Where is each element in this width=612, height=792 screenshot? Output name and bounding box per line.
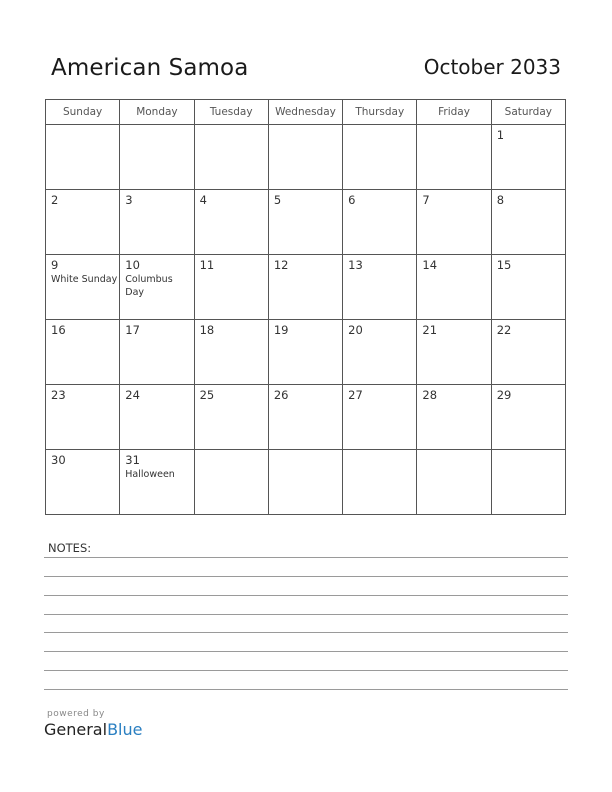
week-row xyxy=(46,385,566,450)
day-cell-content xyxy=(417,385,490,402)
day-cell-content xyxy=(492,385,565,402)
day-number: 4 xyxy=(199,193,207,207)
day-cell-content xyxy=(120,385,193,402)
day-cell xyxy=(120,190,194,255)
notes-label: NOTES: xyxy=(48,541,92,555)
day-cell-content xyxy=(195,450,268,453)
day-number: 26 xyxy=(273,388,289,402)
day-cell-content xyxy=(46,385,119,402)
day-cell-content xyxy=(417,320,490,337)
note-line xyxy=(44,557,568,558)
day-cell xyxy=(194,125,268,190)
day-cell xyxy=(343,385,417,450)
day-cell xyxy=(194,450,268,515)
day-cell xyxy=(46,450,120,515)
day-number: 7 xyxy=(422,193,430,207)
day-number: 12 xyxy=(273,258,289,272)
week-row xyxy=(46,450,566,515)
day-number: 31 xyxy=(125,453,140,467)
day-number: 13 xyxy=(348,258,363,272)
note-line xyxy=(44,614,568,615)
day-cell xyxy=(417,125,491,190)
day-cell-content xyxy=(269,190,342,207)
calendar-month: October 2033 xyxy=(423,55,561,79)
day-cell xyxy=(491,190,565,255)
day-cell xyxy=(491,450,565,515)
day-cell-content xyxy=(195,255,268,272)
calendar-title: American Samoa xyxy=(51,55,249,81)
day-cell-content xyxy=(120,190,193,207)
day-number: 3 xyxy=(125,193,133,207)
day-cell-content xyxy=(195,385,268,402)
day-cell xyxy=(491,320,565,385)
day-cell xyxy=(120,320,194,385)
day-cell xyxy=(120,125,194,190)
day-cell xyxy=(417,190,491,255)
day-cell-content xyxy=(343,125,416,128)
day-cell xyxy=(46,320,120,385)
day-cell-content xyxy=(195,125,268,128)
weekday-friday: Friday xyxy=(417,100,491,125)
day-cell xyxy=(343,255,417,320)
day-cell-content xyxy=(269,255,342,272)
weekday-header-row xyxy=(46,100,566,125)
weekday-tuesday: Tuesday xyxy=(194,100,268,125)
day-cell-content xyxy=(492,125,565,142)
day-number: 9 xyxy=(51,258,59,272)
holiday-label: Halloween xyxy=(125,469,175,480)
day-cell xyxy=(417,320,491,385)
day-cell-content xyxy=(46,190,119,207)
day-number: 15 xyxy=(496,258,512,272)
note-line xyxy=(44,595,568,596)
day-cell xyxy=(46,255,120,320)
day-cell xyxy=(46,125,120,190)
brand-blue: Blue xyxy=(107,720,143,739)
calendar-grid xyxy=(45,99,566,515)
day-number: 17 xyxy=(125,323,140,337)
weekday-wednesday: Wednesday xyxy=(268,100,342,125)
week-row xyxy=(46,190,566,255)
week-row xyxy=(46,125,566,190)
day-cell xyxy=(194,190,268,255)
day-cell xyxy=(268,385,342,450)
day-cell xyxy=(46,190,120,255)
weekday-saturday: Saturday xyxy=(491,100,565,125)
day-cell-content xyxy=(492,255,565,272)
powered-by-text: powered by xyxy=(47,709,105,719)
day-cell xyxy=(343,190,417,255)
day-number: 18 xyxy=(199,323,215,337)
note-line xyxy=(44,689,568,690)
day-cell xyxy=(417,450,491,515)
day-cell xyxy=(417,255,491,320)
brand-logo[interactable] xyxy=(44,720,142,739)
day-number: 28 xyxy=(422,388,438,402)
day-number: 22 xyxy=(496,323,512,337)
day-cell xyxy=(46,385,120,450)
day-cell-content xyxy=(417,255,490,272)
day-cell-content xyxy=(120,255,193,299)
day-cell-content xyxy=(417,125,490,128)
day-number: 27 xyxy=(348,388,363,402)
day-number: 21 xyxy=(422,323,438,337)
day-number: 1 xyxy=(496,128,505,142)
day-cell-content xyxy=(343,320,416,337)
day-cell-content xyxy=(46,450,119,467)
day-cell xyxy=(120,385,194,450)
day-cell xyxy=(268,320,342,385)
day-cell-content xyxy=(343,255,416,272)
note-line xyxy=(44,651,568,652)
day-cell xyxy=(491,125,565,190)
day-number: 25 xyxy=(199,388,215,402)
day-cell-content xyxy=(269,385,342,402)
day-number: 19 xyxy=(273,323,289,337)
day-cell xyxy=(491,385,565,450)
day-cell-content xyxy=(46,320,119,337)
day-cell-content xyxy=(46,125,119,128)
day-cell-content xyxy=(343,385,416,402)
holiday-label: White Sunday xyxy=(51,274,118,285)
day-cell xyxy=(268,125,342,190)
day-cell xyxy=(194,320,268,385)
day-cell-content xyxy=(417,450,490,453)
day-number: 16 xyxy=(51,323,66,337)
day-cell-content xyxy=(120,125,193,128)
day-cell-content xyxy=(269,450,342,453)
day-number: 10 xyxy=(125,258,140,272)
day-number: 8 xyxy=(496,193,505,207)
note-line xyxy=(44,576,568,577)
week-row xyxy=(46,320,566,385)
day-number: 14 xyxy=(422,258,438,272)
day-cell-content xyxy=(492,320,565,337)
day-cell-content xyxy=(417,190,490,207)
weekday-sunday: Sunday xyxy=(46,100,120,125)
day-cell xyxy=(268,255,342,320)
day-cell-content xyxy=(269,320,342,337)
day-number: 6 xyxy=(348,193,356,207)
day-cell-content xyxy=(269,125,342,128)
brand-general: General xyxy=(44,720,108,739)
day-cell xyxy=(268,450,342,515)
week-row xyxy=(46,255,566,320)
day-cell xyxy=(343,125,417,190)
day-cell xyxy=(194,255,268,320)
note-line xyxy=(44,632,568,633)
weekday-monday: Monday xyxy=(120,100,194,125)
day-number: 29 xyxy=(496,388,512,402)
weekday-thursday: Thursday xyxy=(343,100,417,125)
day-cell xyxy=(491,255,565,320)
day-cell xyxy=(194,385,268,450)
day-cell xyxy=(120,255,194,320)
holiday-label: Columbus Day xyxy=(125,274,173,298)
day-number: 23 xyxy=(51,388,66,402)
day-cell xyxy=(343,320,417,385)
day-number: 20 xyxy=(348,323,363,337)
day-cell-content xyxy=(46,255,119,286)
day-cell-content xyxy=(120,320,193,337)
day-cell-content xyxy=(343,450,416,453)
note-line xyxy=(44,670,568,671)
day-cell xyxy=(417,385,491,450)
day-cell xyxy=(120,450,194,515)
day-cell-content xyxy=(195,320,268,337)
day-number: 11 xyxy=(199,258,215,272)
day-cell-content xyxy=(492,450,565,453)
day-number: 5 xyxy=(273,193,282,207)
day-cell-content xyxy=(343,190,416,207)
day-cell-content xyxy=(492,190,565,207)
day-cell xyxy=(268,190,342,255)
day-number: 24 xyxy=(125,388,140,402)
day-number: 2 xyxy=(51,193,59,207)
day-cell-content xyxy=(195,190,268,207)
day-number: 30 xyxy=(51,453,66,467)
day-cell-content xyxy=(120,450,193,481)
day-cell xyxy=(343,450,417,515)
